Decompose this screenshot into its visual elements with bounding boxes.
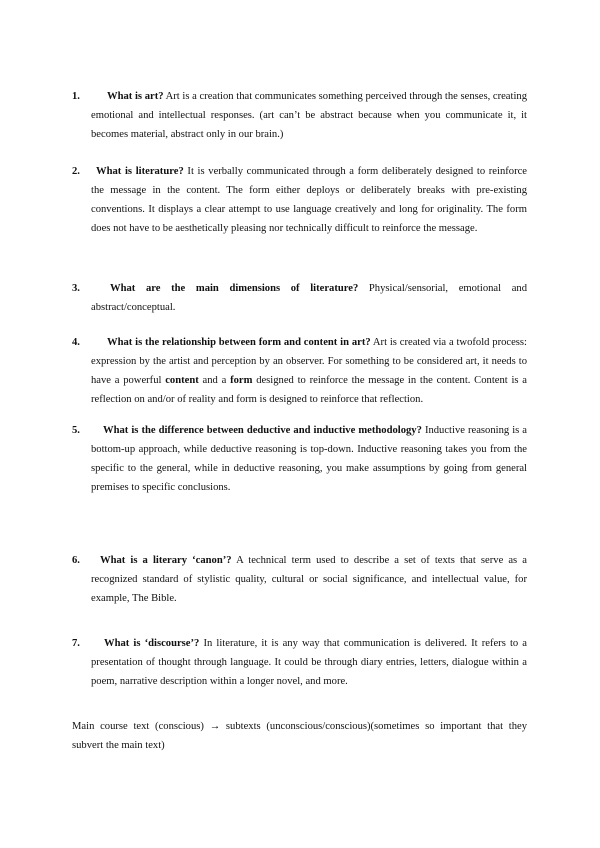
- question: What is a literary ‘canon’?: [100, 555, 232, 566]
- item-number: 7.: [72, 638, 80, 649]
- item-number: 6.: [72, 555, 80, 566]
- question: What is art?: [107, 91, 164, 102]
- question: What is ‘discourse’?: [104, 638, 200, 649]
- qa-item-6: [72, 551, 527, 608]
- answer: In literature, it is any way that communication is delivered. It refers to a presentation of thought through language. It could be through diary entries, letters, dialogue within a poem, narrative description within a longer novel, and more.: [91, 638, 528, 687]
- answer-part-a: Art is created via a twofold process: expression by the artist and perception by an observer. For something to be considered art, it needs to have a powerful: [91, 337, 527, 386]
- qa-item-5: [72, 421, 527, 497]
- item-number: 2.: [72, 166, 80, 177]
- question: What is the difference between deductive and inductive methodology?: [103, 425, 422, 436]
- qa-item-2: [72, 162, 527, 238]
- qa-item-1: [72, 87, 527, 144]
- answer-part-b: designed to reinforce the message in the content. Content is a reflection on and/or of reality and form is designed to reinforce that reflection.: [91, 375, 528, 405]
- item-text: [91, 279, 527, 317]
- answer-bold-content: content: [165, 375, 199, 386]
- answer: Inductive reasoning is a bottom-up approach, while deductive reasoning is top-down. Inductive reasoning takes you from the specific to the general, while in deductive reasoning, you make assumptions by going from general premises to specific conclusions.: [91, 425, 527, 493]
- qa-item-7: [72, 634, 527, 691]
- question: What is literature?: [96, 166, 184, 177]
- answer-bold-form: form: [230, 375, 253, 386]
- course-note: Main course text (conscious) → subtexts (unconscious/conscious)(sometimes so important that they subvert the main text): [72, 721, 527, 751]
- item-number: 3.: [72, 283, 80, 294]
- item-text: [91, 551, 527, 608]
- question: What is the relationship between form and content in art?: [107, 337, 371, 348]
- qa-item-4: [72, 333, 527, 409]
- item-text: [91, 162, 527, 238]
- item-number: 4.: [72, 337, 80, 348]
- qa-item-3: [72, 279, 527, 317]
- item-text: [91, 87, 527, 144]
- item-text: [91, 421, 527, 497]
- item-text: [91, 333, 527, 409]
- answer: Physical/sensorial, emotional and abstract/conceptual.: [91, 283, 527, 313]
- answer: It is verbally communicated through a form deliberately designed to reinforce the message in the content. The form either deploys or deliberately breaks with pre-existing conventions. It displays a clear attempt to use language creatively and long for originality. The form does not have to be aesthetically pleasing nor technically difficult to reinforce the message.: [91, 166, 528, 234]
- question: What are the main dimensions of literature?: [110, 283, 359, 294]
- item-number: 5.: [72, 425, 80, 436]
- answer: Art is a creation that communicates something perceived through the senses, creating emotional and intellectual responses. (art can’t be abstract because when you communicate it, it becomes material, abstract only in our brain.): [91, 91, 527, 140]
- answer-mid: and a: [202, 375, 227, 386]
- item-text: [91, 634, 527, 691]
- answer: A technical term used to describe a set of texts that serve as a recognized standard of stylistic quality, cultural or social significance, and intellectual value, for example, The Bible.: [91, 555, 527, 604]
- item-number: 1.: [72, 91, 80, 102]
